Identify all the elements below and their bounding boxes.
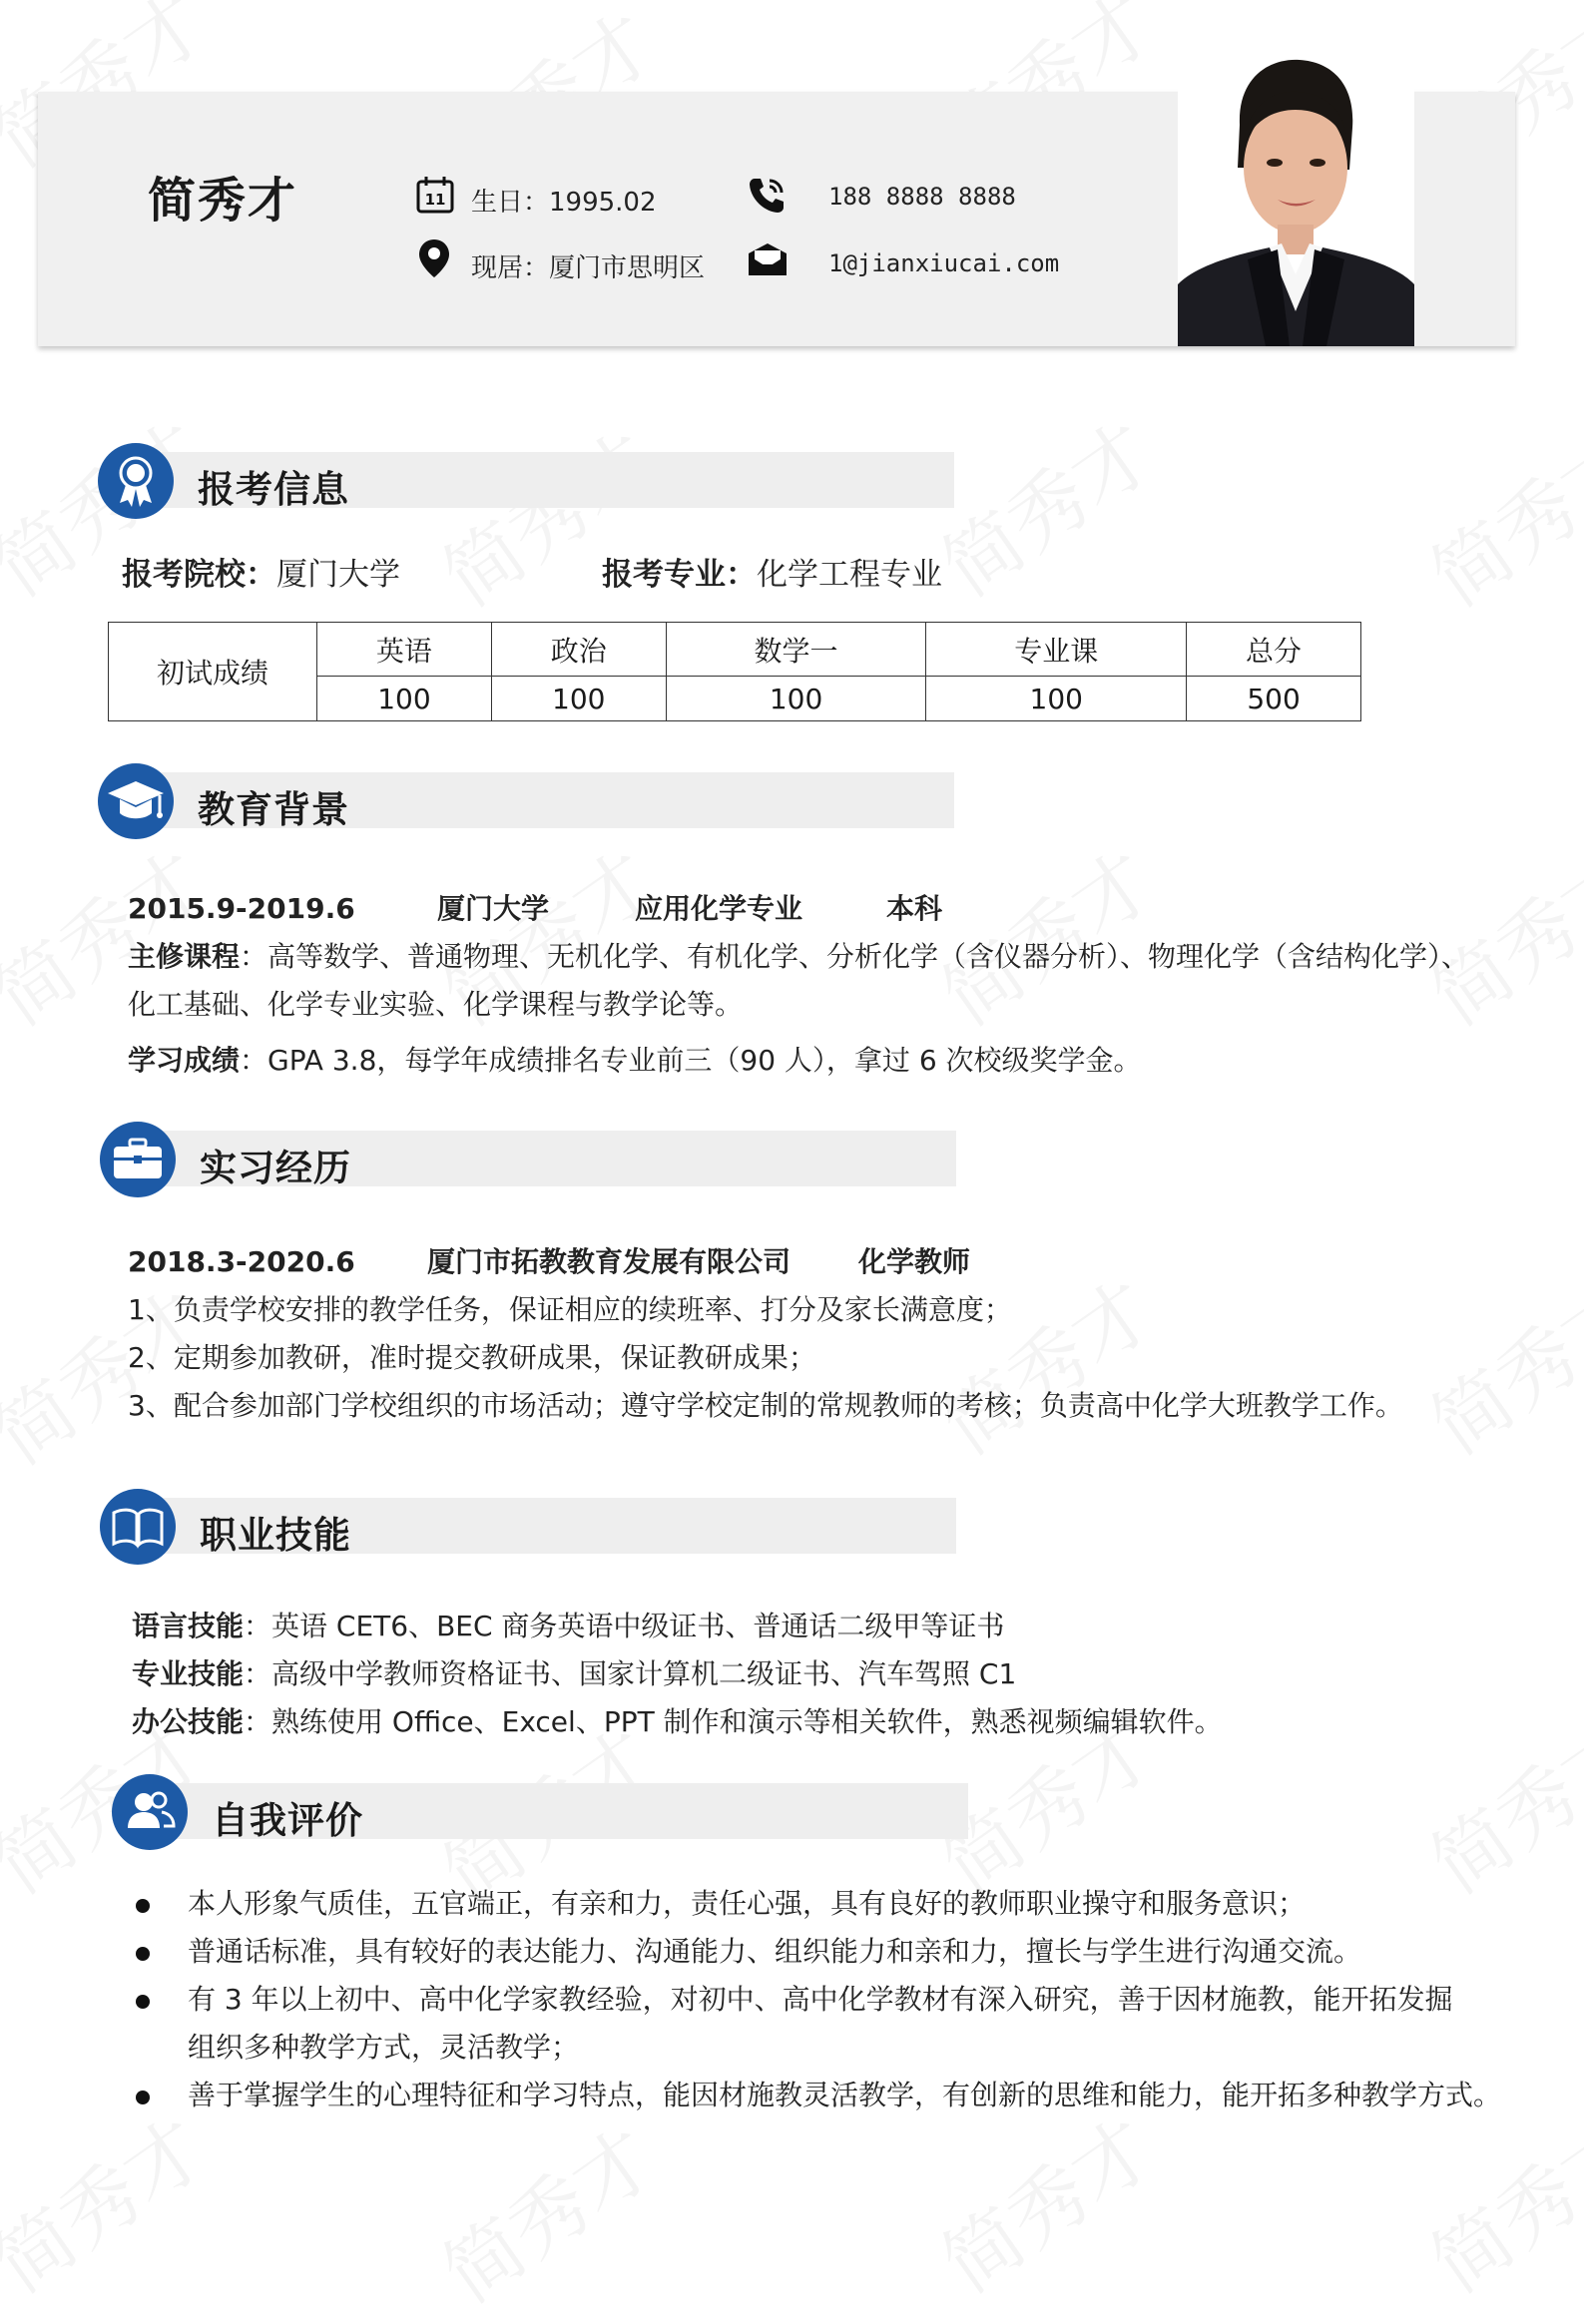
section-title-self-eval: 自我评价 [212, 1799, 363, 1842]
section-icon-circle [98, 443, 174, 519]
graduation-cap-icon [98, 763, 174, 839]
skill-text: ：高级中学教师资格证书、国家计算机二级证书、汽车驾照 C1 [244, 1657, 1017, 1690]
score-value-cell: 100 [666, 677, 926, 721]
intern-company: 厦门市拓教教育发展有限公司 [427, 1245, 792, 1278]
book-icon [100, 1489, 176, 1565]
birthday-text: 生日：1995.02 [471, 188, 657, 218]
residence-text: 现居：厦门市思明区 [471, 253, 706, 283]
edu-degree: 本科 [886, 892, 943, 925]
score-header-cell: 专业课 [926, 623, 1187, 677]
section-icon-circle [98, 763, 174, 839]
skill-label: 办公技能 [132, 1705, 245, 1738]
section-title-education: 教育背景 [198, 788, 349, 831]
section-icon-circle [100, 1489, 176, 1565]
self-eval-item: 善于掌握学生的心理特征和学习特点，能因材施教灵活教学，有创新的思维和能力，能开拓多种教学方式。 [188, 2079, 1502, 2111]
email-text: 1@jianxiucai.com [828, 249, 1060, 277]
location-pin-icon [417, 237, 451, 279]
watermark [1406, 821, 1584, 1047]
watermark [1406, 1689, 1584, 1915]
self-eval-item-continued: 组织多种教学方式，灵活教学； [188, 2031, 580, 2064]
svg-text:11: 11 [424, 191, 446, 209]
edu-courses-text: ：高等数学、普通物理、无机化学、有机化学、分析化学（含仪器分析）、物理化学（含结构化学）、 [240, 940, 1470, 973]
intern-period: 2018.3-2020.6 [128, 1245, 355, 1278]
score-header-cell: 数学一 [666, 623, 926, 677]
watermark [1406, 402, 1584, 628]
skill-text: ：熟练使用 Office、Excel、PPT 制作和演示等相关软件，熟悉视频编辑软件。 [244, 1705, 1223, 1738]
skill-text: ：英语 CET6、BEC 商务英语中级证书、普通话二级甲等证书 [244, 1610, 1005, 1642]
intern-item: 1、负责学校安排的教学任务，保证相应的续班率、打分及家长满意度； [128, 1293, 1012, 1326]
score-value-cell: 500 [1187, 677, 1361, 721]
intern-item: 2、定期参加教研，准时提交教研成果，保证教研成果； [128, 1341, 816, 1374]
edu-major: 应用化学专业 [635, 892, 803, 925]
phone-icon [746, 175, 788, 217]
score-value-cell: 100 [926, 677, 1187, 721]
apply-school-label: 报考院校： [122, 557, 276, 593]
section-title-skills: 职业技能 [200, 1514, 351, 1557]
score-table-header-row [109, 623, 1361, 677]
section-icon-circle [100, 1122, 176, 1197]
watermark [917, 1250, 1173, 1476]
watermark [1406, 2089, 1584, 2314]
candidate-name: 简秀才 [148, 173, 298, 229]
envelope-icon [747, 241, 789, 277]
bullet-dot [136, 1899, 150, 1913]
award-badge-icon [98, 443, 174, 519]
self-eval-item: 本人形象气质佳，五官端正，有亲和力，责任心强，具有良好的教师职业操守和服务意识； [188, 1887, 1307, 1920]
intern-item: 3、配合参加部门学校组织的市场活动；遵守学校定制的常规教师的考核；负责高中化学大班教学工作。 [128, 1389, 1403, 1422]
edu-grades-label: 学习成绩 [128, 1044, 241, 1077]
bullet-dot [136, 2091, 150, 2104]
skill-row [132, 1705, 1223, 1738]
watermark [917, 2089, 1173, 2314]
edu-period: 2015.9-2019.6 [128, 892, 355, 925]
users-icon [112, 1774, 188, 1850]
watermark [418, 402, 674, 628]
score-row-label: 初试成绩 [109, 623, 317, 721]
score-value-cell: 100 [491, 677, 666, 721]
apply-school-value: 厦门大学 [276, 557, 400, 593]
edu-grades-row [128, 1044, 1142, 1077]
section-title-internship: 实习经历 [200, 1147, 351, 1189]
bullet-dot [136, 1995, 150, 2009]
edu-courses-line1 [128, 940, 1470, 973]
briefcase-icon [100, 1122, 176, 1197]
edu-grades-text: ：GPA 3.8，每学年成绩排名专业前三（90 人），拿过 6 次校级奖学金。 [240, 1044, 1142, 1077]
edu-school: 厦门大学 [437, 892, 550, 925]
watermark [1406, 1250, 1584, 1476]
edu-courses-label: 主修课程 [128, 940, 241, 973]
section-title-apply: 报考信息 [198, 468, 349, 511]
self-eval-item: 有 3 年以上初中、高中化学家教经验，对初中、高中化学教材有深入研究，善于因材施教，能开拓发掘 [188, 1983, 1453, 2016]
intern-role: 化学教师 [858, 1245, 971, 1278]
skill-label: 语言技能 [132, 1610, 245, 1642]
watermark [917, 392, 1173, 618]
score-header-cell: 总分 [1187, 623, 1361, 677]
watermark [0, 2089, 225, 2314]
skill-row [132, 1657, 1017, 1690]
score-table [108, 622, 1361, 721]
score-value-cell: 100 [317, 677, 492, 721]
phone-text: 188 8888 8888 [828, 183, 1016, 211]
apply-school-row [122, 557, 400, 593]
score-header-cell: 英语 [317, 623, 492, 677]
bullet-dot [136, 1947, 150, 1961]
section-icon-circle [112, 1774, 188, 1850]
apply-major-row [602, 557, 942, 593]
self-eval-item: 普通话标准，具有较好的表达能力、沟通能力、组织能力和亲和力，擅长与学生进行沟通交流。 [188, 1935, 1362, 1968]
edu-courses-line2: 化工基础、化学专业实验、化学课程与教学论等。 [128, 988, 744, 1021]
apply-major-value: 化学工程专业 [757, 557, 942, 593]
watermark [418, 2098, 674, 2324]
calendar-icon [415, 175, 455, 215]
skill-row [132, 1610, 1005, 1642]
profile-photo [1178, 50, 1414, 346]
skill-label: 专业技能 [132, 1657, 245, 1690]
score-header-cell: 政治 [491, 623, 666, 677]
watermark [917, 821, 1173, 1047]
apply-major-label: 报考专业： [602, 557, 757, 593]
